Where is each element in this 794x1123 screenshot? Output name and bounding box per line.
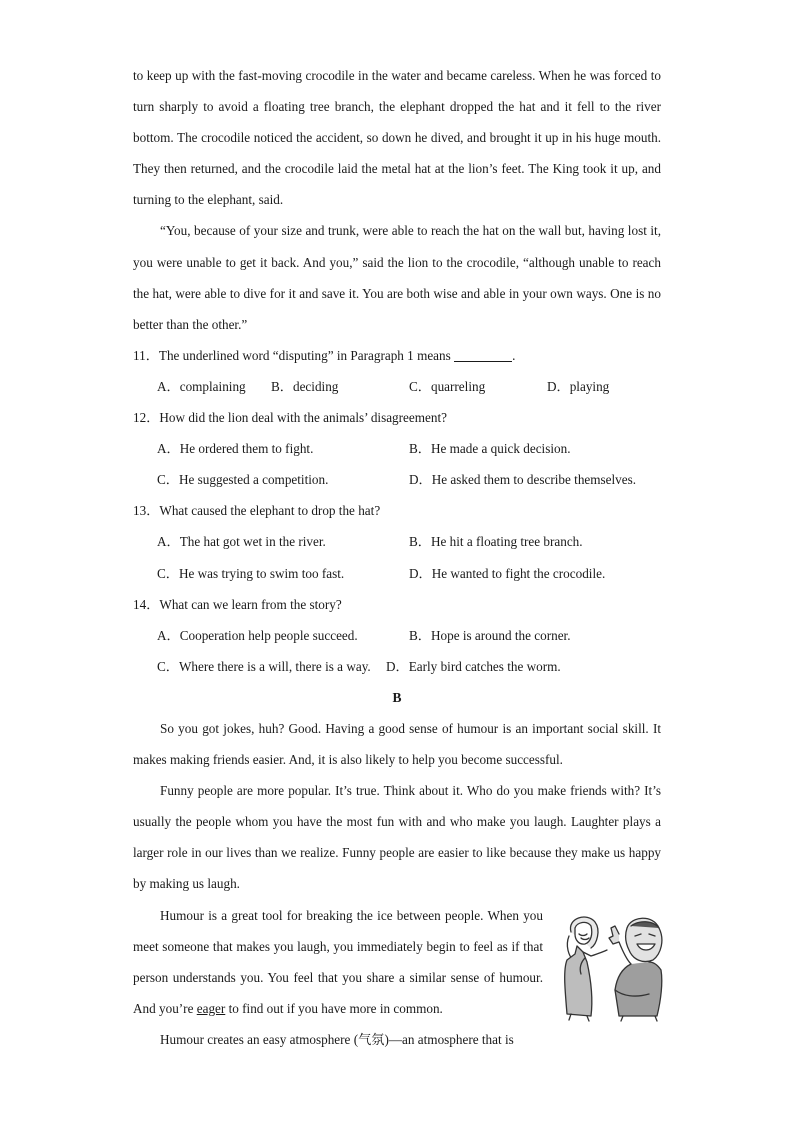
two-people-laughing-illustration <box>557 910 675 1022</box>
option-d: D．He asked them to describe themselves. <box>409 472 637 488</box>
option-d: D．playing <box>547 378 610 394</box>
question-14-options-row-2 <box>133 651 661 682</box>
answer-blank <box>454 347 512 362</box>
option-d: D．Early bird catches the worm. <box>386 658 561 674</box>
question-12-options-row-1 <box>133 433 661 464</box>
option-b: B．Hope is around the corner. <box>409 627 571 643</box>
question-14-options-row-1 <box>133 620 661 651</box>
question-11-options <box>133 371 661 402</box>
option-c: C．quarreling <box>409 378 486 394</box>
exam-page <box>133 60 661 1055</box>
passage-b-paragraph-2: Funny people are more popular. It’s true. Think about it. Who do you make friends with? It’s usually the people whom you have the most fun with and who make you laugh. Laughter plays a larger role in our lives than we realize. Funny people are easier to like because they make us happy by making us laugh. <box>133 783 661 892</box>
paragraph-3-text: Humour is a great tool for breaking the ice between people. When you meet someone that makes you laugh, you immediately begin to feel as if that person understands you. You feel that you share a similar sense of humour. And you’re <box>133 907 543 1016</box>
passage-b-paragraph-3 <box>133 900 543 1024</box>
option-b: B．deciding <box>271 378 339 394</box>
question-11 <box>133 340 661 371</box>
question-13: 13．What caused the elephant to drop the hat? <box>133 503 381 519</box>
option-a: A．complaining <box>157 378 246 394</box>
option-d: D．He wanted to fight the crocodile. <box>409 565 606 581</box>
passage-a-paragraph-1: to keep up with the fast-moving crocodile in the water and became careless. When he was forced to turn sharply to avoid a floating tree branch, the elephant dropped the hat and it fell to the river bottom. The crocodile noticed the accident, so down he dived, and brought it up in his huge mouth. They then returned, and the crocodile laid the metal hat at the lion’s feet. The King took it up, and turning to the elephant, said. <box>133 68 661 208</box>
question-12-options-row-2 <box>133 464 661 495</box>
option-b: B．He made a quick decision. <box>409 441 571 457</box>
question-13-options-row-1 <box>133 526 661 557</box>
passage-b-paragraph-1: So you got jokes, huh? Good. Having a good sense of humour is an important social skill. It makes making friends easier. And, it is also likely to help you become successful. <box>133 720 661 768</box>
section-b-title: B <box>392 689 402 705</box>
question-13-options-row-2 <box>133 558 661 589</box>
paragraph-3-text-end: to find out if you have more in common. <box>228 1000 443 1016</box>
passage-b-illustrated-block <box>133 900 661 1055</box>
question-11-stem-end: . <box>512 347 516 363</box>
passage-a-paragraph-2: “You, because of your size and trunk, were able to reach the hat on the wall but, having lost it, you were unable to get it back. And you,” said the lion to the crocodile, “although unable to reach the hat, were able to dive for it and save it. You are both wise and able in your own ways. One is no better than the other.” <box>133 223 661 332</box>
question-11-stem: 11．The underlined word “disputing” in Paragraph 1 means <box>133 347 451 363</box>
question-14: 14．What can we learn from the story? <box>133 596 342 612</box>
question-12: 12．How did the lion deal with the animals’ disagreement? <box>133 410 447 426</box>
option-a: A．He ordered them to fight. <box>157 441 314 457</box>
option-a: A．The hat got wet in the river. <box>157 534 326 550</box>
option-c: C．He was trying to swim too fast. <box>157 565 345 581</box>
option-a: A．Cooperation help people succeed. <box>157 627 358 643</box>
option-c: C．He suggested a competition. <box>157 472 329 488</box>
passage-b-paragraph-4: Humour creates an easy atmosphere (气氛)—an atmosphere that is <box>160 1031 514 1047</box>
underlined-word-eager: eager <box>196 1000 226 1016</box>
option-b: B．He hit a floating tree branch. <box>409 534 583 550</box>
option-c: C．Where there is a will, there is a way. <box>157 658 371 674</box>
